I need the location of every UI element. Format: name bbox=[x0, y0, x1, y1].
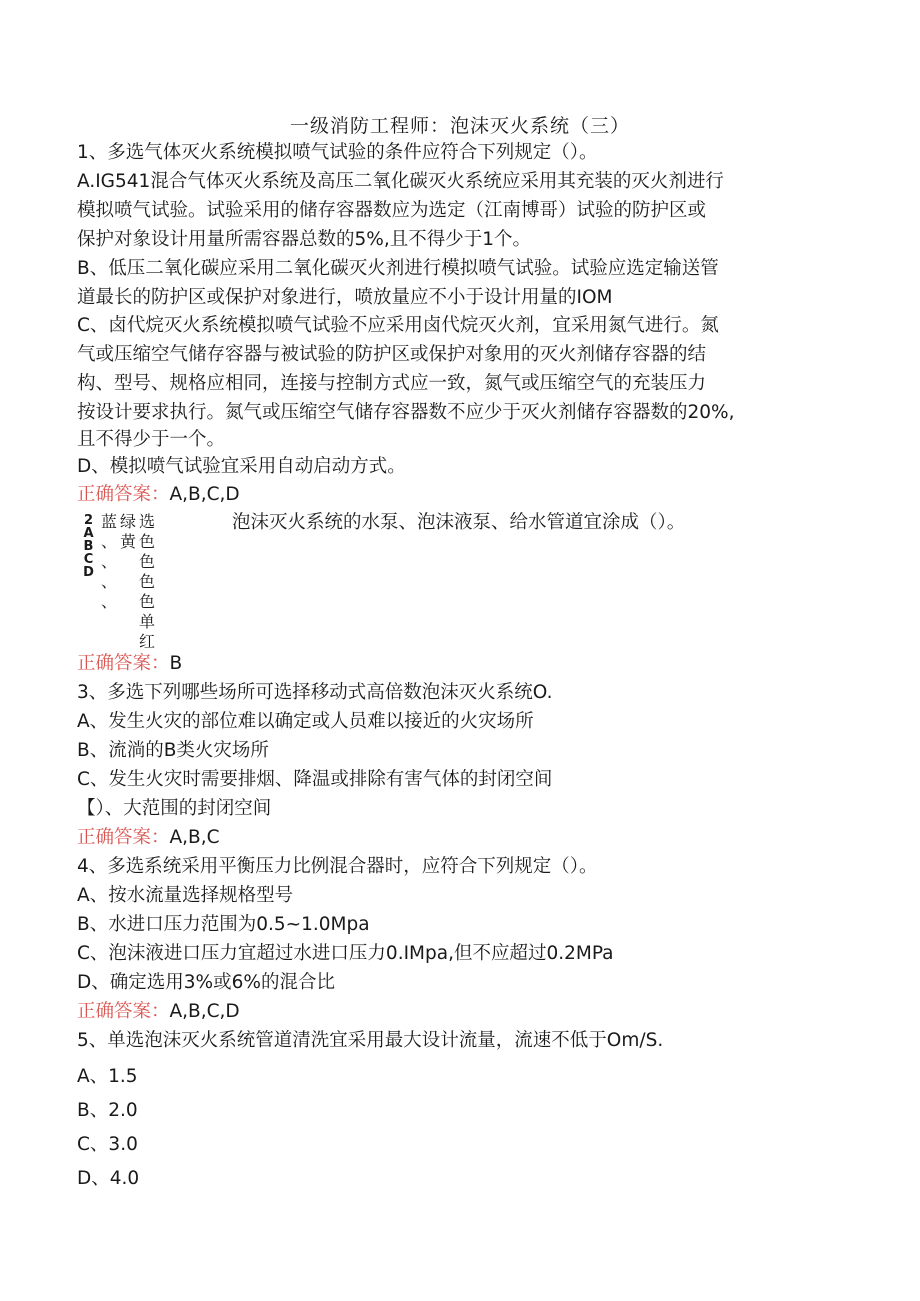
q1-answer-label: 正确答案： bbox=[77, 484, 170, 505]
q2-col1-char: 、 bbox=[100, 552, 117, 571]
q4-option-b: B、水进口压力范围为0.5~1.0Mpa bbox=[77, 914, 370, 935]
q2-col1-char: 、 bbox=[100, 592, 117, 611]
q3-answer-label: 正确答案： bbox=[77, 827, 170, 848]
q2-col1-char: 、 bbox=[100, 532, 117, 551]
q2-col-2 bbox=[119, 512, 137, 552]
q2-col-1 bbox=[100, 512, 118, 612]
q5-option-c: C、3.0 bbox=[77, 1134, 138, 1155]
q3-answer-value: A,B,C bbox=[169, 827, 220, 848]
q2-stem: 泡沫灭火系统的水泵、泡沫液泵、给水管道宜涂成（）。 bbox=[232, 512, 686, 533]
q2-col3-char: 红 bbox=[138, 632, 155, 651]
q1-option-b-line-2: 道最长的防护区或保护对象进行，喷放量应不小于设计用量的IOM bbox=[77, 287, 613, 308]
q2-answer-value: B bbox=[169, 653, 183, 674]
q2-col3-char: 色 bbox=[138, 552, 155, 571]
q2-col3-char: 色 bbox=[138, 572, 155, 591]
q2-answer-label: 正确答案： bbox=[77, 653, 170, 674]
q1-option-c-line-3: 构、型号、规格应相同，连接与控制方式应一致，氮气或压缩空气的充装压力 bbox=[77, 373, 707, 394]
q2-col3-char: 选 bbox=[138, 512, 155, 531]
q1-answer-value: A,B,C,D bbox=[169, 484, 240, 505]
q3-option-c: C、发生火灾时需要排烟、降温或排除有害气体的封闭空间 bbox=[77, 769, 553, 790]
q1-option-c-line-5: 且不得少于一个。 bbox=[77, 429, 226, 450]
q1-option-c-line-1: C、卤代烷灭火系统模拟喷气试验不应采用卤代烷灭火剂，宜采用氮气进行。氮 bbox=[77, 315, 719, 336]
q2-col2-char: 黄 bbox=[119, 532, 136, 551]
q1-option-d: D、模拟喷气试验宜采用自动启动方式。 bbox=[77, 456, 406, 477]
q3-option-d: 【）、大范围的封闭空间 bbox=[77, 798, 272, 819]
q3-answer bbox=[77, 823, 847, 852]
q3-stem: 3、多选下列哪些场所可选择移动式高倍数泡沫灭火系统O. bbox=[77, 682, 553, 703]
q1-option-a-line-2: 模拟喷气试验。试验采用的储存容器数应为选定（江南博哥）试验的防护区或 bbox=[77, 200, 707, 221]
q4-answer bbox=[77, 997, 847, 1026]
q3-option-a: A、发生火灾的部位难以确定或人员难以接近的火灾场所 bbox=[77, 711, 534, 732]
q5-stem: 5、单选泡沫灭火系统管道清洗宜采用最大设计流量，流速不低于Om∕S. bbox=[77, 1030, 664, 1051]
q1-option-c-line-2: 气或压缩空气储存容器与被试验的防护区或保护对象用的灭火剂储存容器的结 bbox=[77, 344, 707, 365]
q1-answer bbox=[77, 480, 847, 509]
q5-option-b: B、2.0 bbox=[77, 1100, 138, 1121]
q2-col3-char: 色 bbox=[138, 532, 155, 551]
q2-col-3 bbox=[138, 512, 156, 652]
q4-option-a: A、按水流量选择规格型号 bbox=[77, 885, 294, 906]
q1-option-c-line-4: 按设计要求执行。氮气或压缩空气储存容器数不应少于灭火剂储存容器数的20%, bbox=[77, 402, 735, 423]
q4-option-c: C、泡沫液进口压力宜超过水进口压力0.IMpa,但不应超过0.2MPa bbox=[77, 943, 614, 964]
q2-number-vertical: 2ABCD bbox=[81, 513, 96, 578]
q1-option-b-line-1: B、低压二氧化碳应采用二氧化碳灭火剂进行模拟喷气试验。试验应选定输送管 bbox=[77, 258, 719, 279]
q1-option-a-line-1: A.IG541混合气体灭火系统及高压二氧化碳灭火系统应采用其充装的灭火剂进行 bbox=[77, 171, 724, 192]
document-title: 一级消防工程师：泡沫灭火系统（三） bbox=[289, 115, 630, 137]
q1-stem: 1、多选气体灭火系统模拟喷气试验的条件应符合下列规定（）。 bbox=[77, 142, 598, 163]
q2-col3-char: 色 bbox=[138, 592, 155, 611]
q4-stem: 4、多选系统采用平衡压力比例混合器时，应符合下列规定（）。 bbox=[77, 856, 598, 877]
q2-col2-char: 绿 bbox=[119, 512, 136, 531]
q4-option-d: D、确定选用3%或6%的混合比 bbox=[77, 972, 335, 993]
q2-col1-char: 、 bbox=[100, 572, 117, 591]
q5-option-d: D、4.0 bbox=[77, 1168, 140, 1189]
q2-col3-char: 单 bbox=[138, 612, 155, 631]
q2-col1-char: 蓝 bbox=[100, 512, 117, 531]
q3-option-b: B、流淌的B类火灾场所 bbox=[77, 740, 269, 761]
q4-answer-label: 正确答案： bbox=[77, 1001, 170, 1022]
q5-option-a: A、1.5 bbox=[77, 1066, 138, 1087]
q1-option-a-line-3: 保护对象设计用量所需容器总数的5%,且不得少于1个。 bbox=[77, 229, 532, 250]
q2-answer bbox=[77, 649, 847, 678]
q4-answer-value: A,B,C,D bbox=[169, 1001, 240, 1022]
